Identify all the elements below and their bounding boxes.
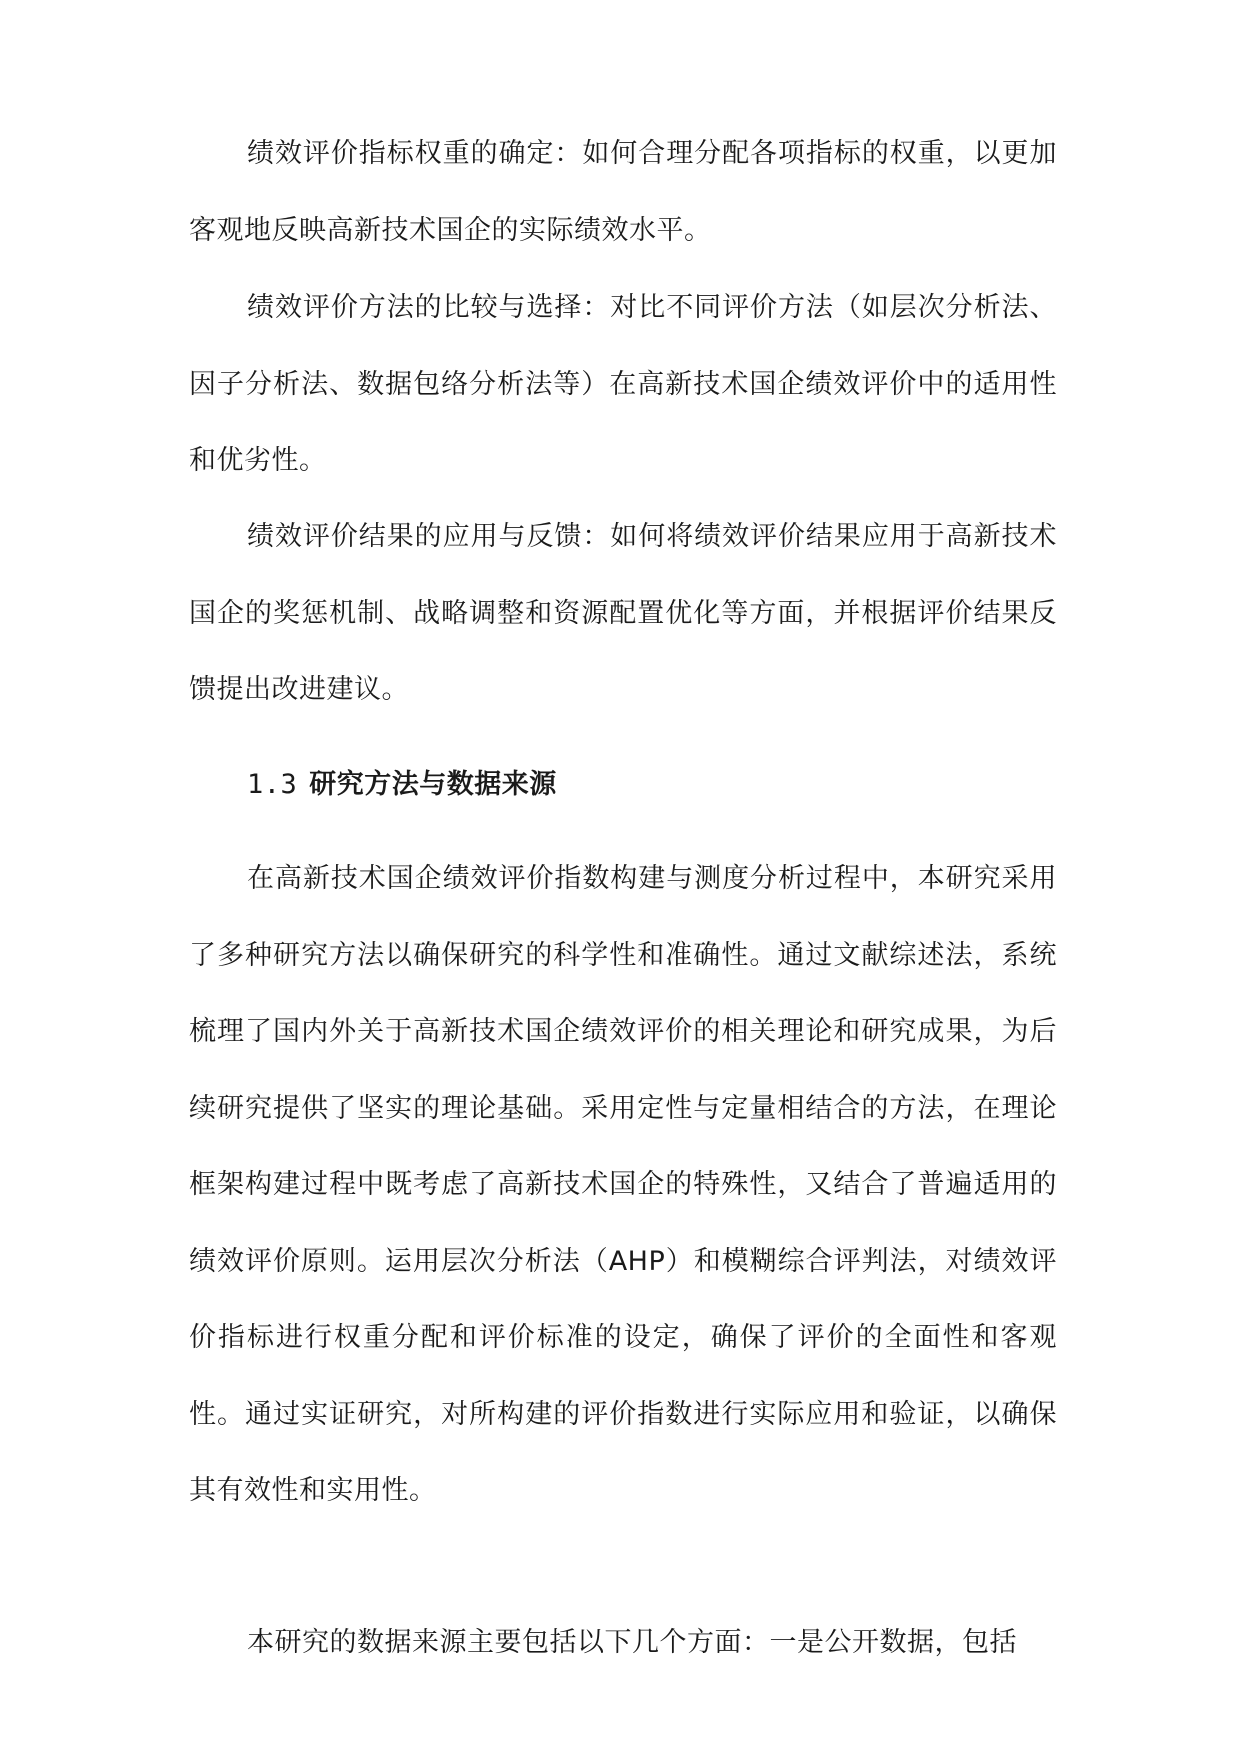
paragraph-method-comparison: 绩效评价方法的比较与选择：对比不同评价方法（如层次分析法、因子分析法、数据包络分析法等）在高新技术国企绩效评价中的适用性和优劣性。 — [189, 292, 1057, 476]
section-title: 研究方法与数据来源 — [309, 769, 557, 800]
paragraph-result-application: 绩效评价结果的应用与反馈：如何将绩效评价结果应用于高新技术国企的奖惩机制、战略调整和资源配置优化等方面，并根据评价结果反馈提出改进建议。 — [189, 521, 1057, 705]
section-number: 1.3 — [247, 769, 298, 800]
paragraph-data-sources: 本研究的数据来源主要包括以下几个方面：一是公开数据，包括 — [247, 1627, 1017, 1658]
paragraph-research-methods: 在高新技术国企绩效评价指数构建与测度分析过程中，本研究采用了多种研究方法以确保研究的科学性和准确性。通过文献综述法，系统梳理了国内外关于高新技术国企绩效评价的相关理论和研究成果，为后续研究提供了坚实的理论基础。采用定性与定量相结合的方法，在理论框架构建过程中既考虑了高新技术国企的特殊性，又结合了普遍适用的绩效评价原则。运用层次分析法（AHP）和模糊综合评判法，对绩效评价指标进行权重分配和评价标准的设定，确保了评价的全面性和客观性。通过实证研究，对所构建的评价指数进行实际应用和验证，以确保其有效性和实用性。 — [189, 863, 1057, 1506]
section-heading — [247, 765, 557, 805]
paragraph-weight-determination: 绩效评价指标权重的确定：如何合理分配各项指标的权重，以更加客观地反映高新技术国企的实际绩效水平。 — [189, 138, 1057, 246]
